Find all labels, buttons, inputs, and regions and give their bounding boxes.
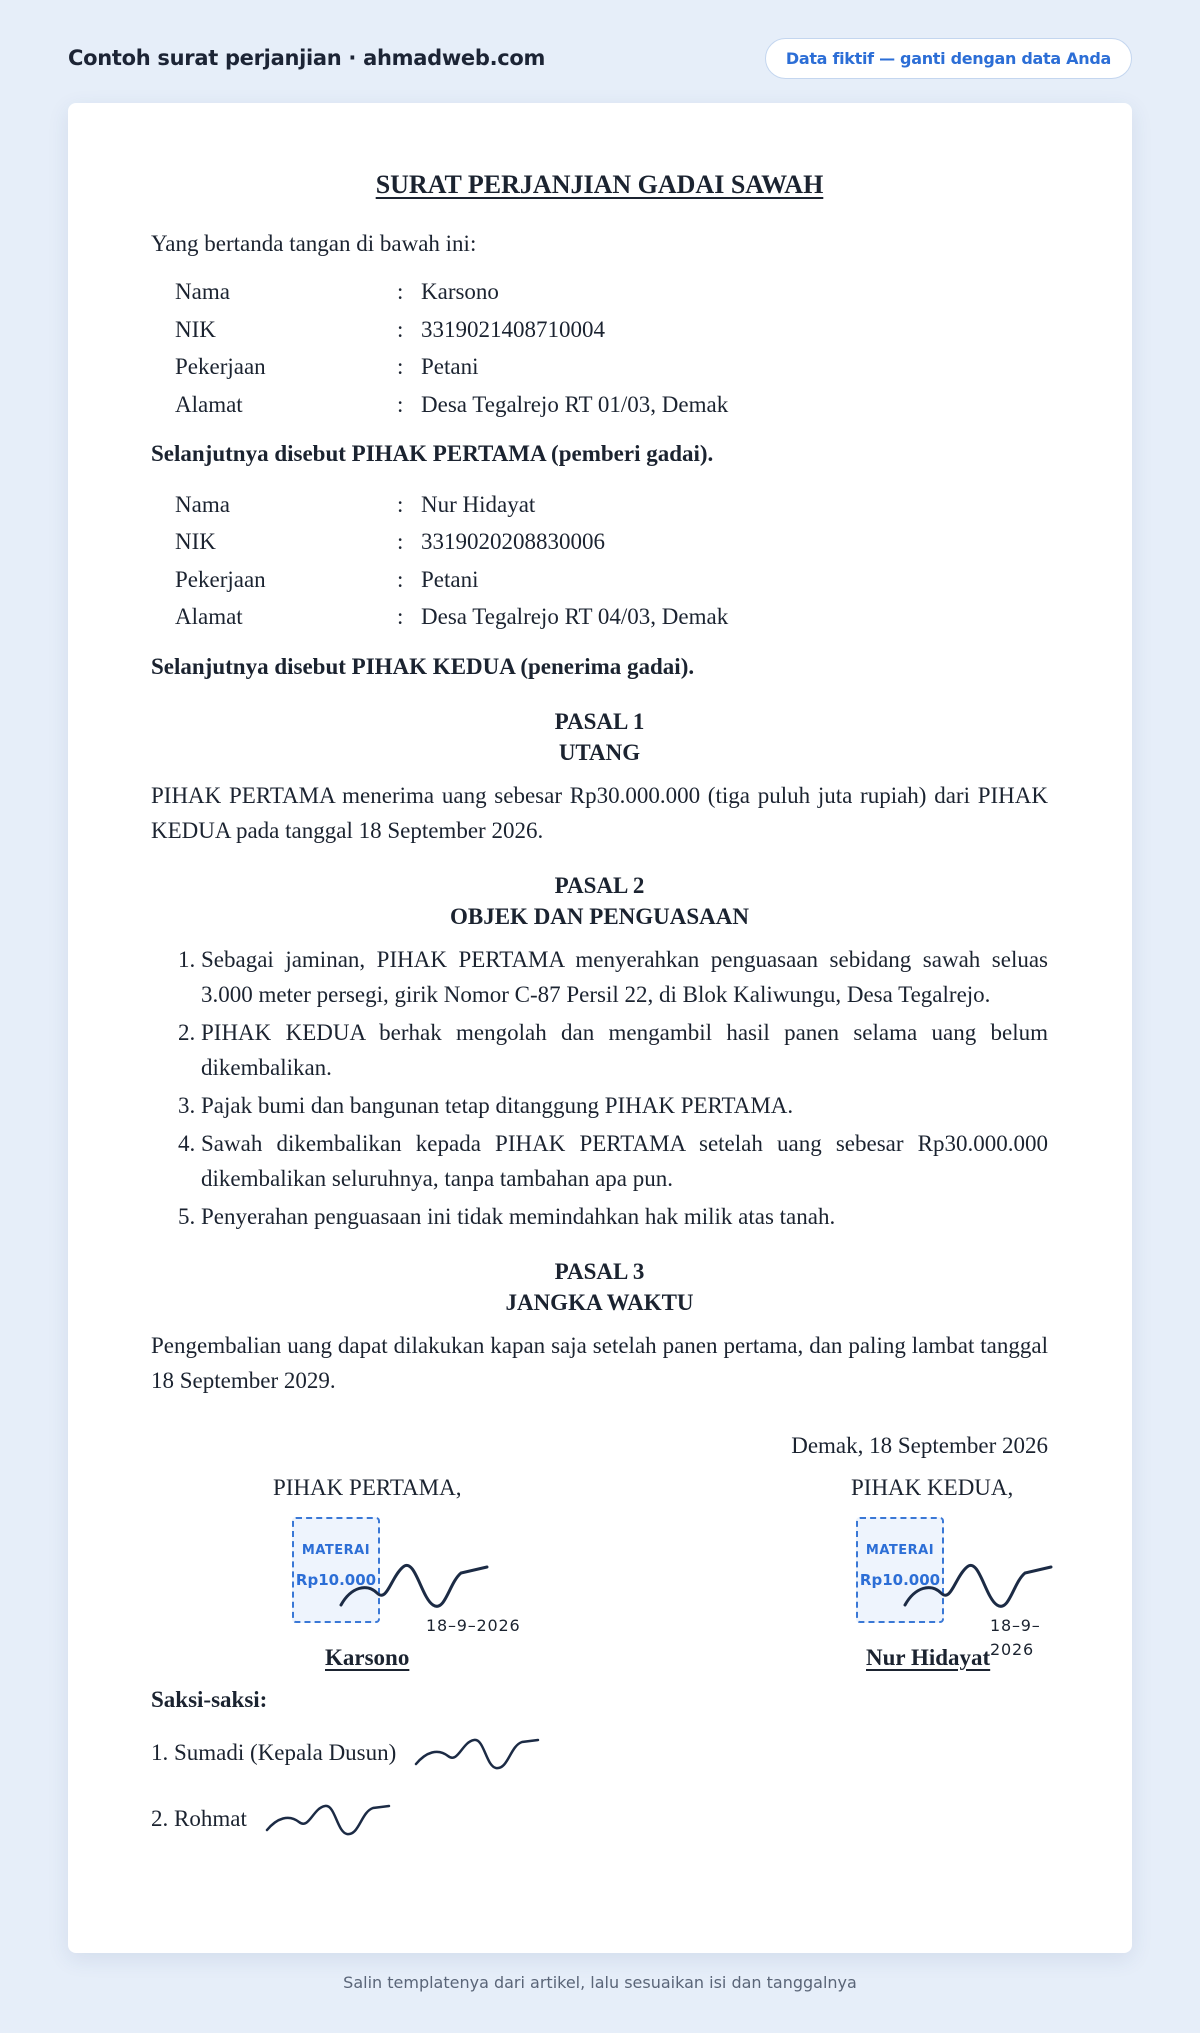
fictional-data-badge: Data fiktif — ganti dengan data Anda — [765, 38, 1132, 79]
list-item: 5. Penyerahan penguasaan ini tidak memindahkan hak milik atas tanah. — [201, 1199, 1048, 1234]
top-bar — [68, 36, 1132, 80]
pasal3-number: PASAL 3 — [554, 1259, 645, 1284]
party1-job: Petani — [421, 354, 479, 379]
pasal1-title: UTANG — [558, 740, 641, 765]
stamp-label: MATERAI — [865, 1543, 935, 1558]
site-brand: Contoh surat perjanjian · ahmadweb.com — [68, 46, 546, 70]
stamp-value: Rp10.000 — [859, 1570, 941, 1589]
pasal2-number: PASAL 2 — [554, 873, 645, 898]
intro-text: Yang bertanda tangan di bawah ini: — [151, 231, 477, 256]
party2-address-row — [175, 598, 1048, 636]
address-label: Alamat — [175, 604, 243, 629]
signature-name: Nur Hidayat — [866, 1645, 991, 1670]
witness-signature-scribble — [412, 1734, 542, 1774]
party2-name: Nur Hidayat — [421, 491, 536, 517]
job-label: Pekerjaan — [175, 566, 266, 592]
party2-designation: Selanjutnya disebut PIHAK KEDUA (penerima gadai). — [151, 653, 695, 679]
signature-name: Karsono — [325, 1645, 410, 1670]
list-item: 3. Pajak bumi dan bangunan tetap ditanggung PIHAK PERTAMA. — [201, 1088, 1048, 1123]
pasal2-title: OBJEK DAN PENGUASAAN — [449, 904, 750, 929]
party2-job: Petani — [421, 566, 479, 592]
nik-label: NIK — [175, 316, 216, 342]
party2-address: Desa Tegalrejo RT 04/03, Demak — [421, 604, 729, 629]
pasal1-number: PASAL 1 — [554, 709, 645, 734]
party1-address-row — [175, 386, 1048, 424]
name-label: Nama — [175, 279, 230, 304]
party1-job-row — [175, 348, 1048, 386]
name-label: Nama — [175, 491, 230, 517]
pasal3-text: Pengembalian uang dapat dilakukan kapan saja setelah panen pertama, dan paling lambat tanggal 18 September 2029. — [151, 1333, 1048, 1393]
party1-name: Karsono — [421, 279, 499, 304]
footer-note: Salin templatenya dari artikel, lalu sesuaikan isi dan tanggalnya — [343, 1973, 857, 1992]
witness-name: 2. Rohmat — [151, 1806, 247, 1832]
signature-party2 — [648, 1471, 1048, 1670]
witness-name: 1. Sumadi (Kepala Dusun) — [151, 1740, 397, 1766]
list-item: 1. Sebagai jaminan, PIHAK PERTAMA menyerahkan penguasaan sebidang sawah seluas 3.000 meter persegi, girik Nomor C-87 Persil 22, di Blok Kaliwungu, Desa Tegalrejo. — [201, 942, 1048, 1012]
signature-role: PIHAK PERTAMA, — [273, 1475, 462, 1500]
job-label: Pekerjaan — [175, 354, 266, 379]
witness-row — [151, 1790, 1048, 1850]
party1-identity — [175, 273, 1048, 423]
witness-row — [151, 1724, 1048, 1784]
address-label: Alamat — [175, 391, 243, 417]
list-item: 2. PIHAK KEDUA berhak mengolah dan mengambil hasil panen selama uang belum dikembalikan. — [201, 1015, 1048, 1085]
colon: : — [397, 354, 404, 379]
pasal3-title: JANGKA WAKTU — [505, 1290, 694, 1315]
stamp-value: Rp10.000 — [295, 1570, 377, 1589]
party1-nik: 3319021408710004 — [421, 316, 605, 342]
party1-address: Desa Tegalrejo RT 01/03, Demak — [421, 391, 729, 417]
pasal1-text: PIHAK PERTAMA menerima uang sebesar Rp30.000.000 (tiga puluh juta rupiah) dari PIHAK KEDUA pada tanggal 18 September 2026. — [151, 783, 1048, 843]
signature-scribble — [901, 1557, 1061, 1617]
party1-nik-row — [175, 311, 1048, 349]
signature-party1 — [151, 1471, 551, 1670]
party1-designation: Selanjutnya disebut PIHAK PERTAMA (pemberi gadai). — [151, 441, 714, 466]
colon: : — [397, 491, 404, 517]
signature-date: 18–9–2026 — [990, 1616, 1041, 1659]
stamp-label: MATERAI — [301, 1543, 371, 1558]
party2-job-row — [175, 561, 1048, 599]
party1-name-row — [175, 273, 1048, 311]
signature-role: PIHAK KEDUA, — [851, 1475, 1014, 1500]
pasal3-heading — [151, 1256, 1048, 1318]
witness-signature-scribble — [263, 1800, 393, 1840]
document-title: SURAT PERJANJIAN GADAI SAWAH — [375, 170, 824, 199]
colon: : — [397, 316, 404, 342]
pasal2-list — [201, 942, 1048, 1234]
witnesses-heading: Saksi-saksi: — [151, 1687, 268, 1712]
pasal2-heading — [151, 870, 1048, 932]
colon: : — [397, 391, 404, 417]
party2-nik-row — [175, 523, 1048, 561]
signature-block — [151, 1471, 1048, 1670]
document-sheet — [68, 103, 1132, 1953]
colon: : — [397, 604, 404, 629]
party2-name-row — [175, 486, 1048, 524]
party2-nik: 3319020208830006 — [421, 529, 605, 554]
pasal1-heading — [151, 706, 1048, 768]
colon: : — [397, 279, 404, 304]
nik-label: NIK — [175, 529, 216, 554]
party2-identity — [175, 486, 1048, 636]
list-item: 4. Sawah dikembalikan kepada PIHAK PERTAMA setelah uang sebesar Rp30.000.000 dikembalikan seluruhnya, tanpa tambahan apa pun. — [201, 1126, 1048, 1196]
colon: : — [397, 566, 404, 592]
colon: : — [397, 529, 404, 554]
place-date: Demak, 18 September 2026 — [791, 1433, 1048, 1458]
signature-date: 18–9–2026 — [426, 1616, 521, 1635]
signature-scribble — [337, 1557, 497, 1617]
